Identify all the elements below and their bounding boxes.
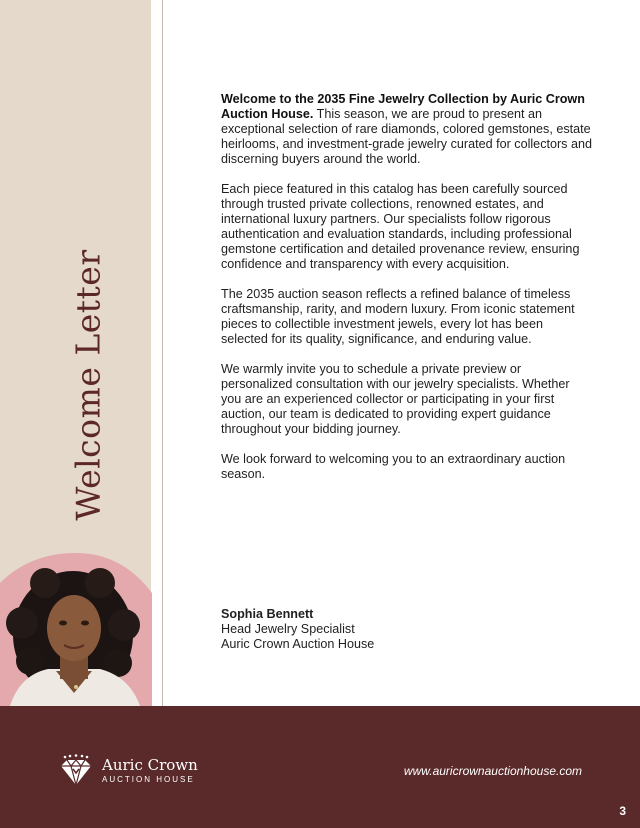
intro-text: This season, we are proud to present an exceptional selection of rare diamonds, colored gemstones, estate heirlooms, and investment-grade jewelry curated for collectors and discerning buyers around the world. [221, 107, 592, 166]
signer-title: Head Jewelry Specialist [221, 622, 355, 636]
company-logo [58, 754, 218, 790]
signature-block [221, 607, 521, 652]
paragraph-closing: We look forward to welcoming you to an extraordinary auction season. [221, 452, 566, 481]
intro-heading: Welcome to the 2035 Fine Jewelry Collection by Auric Crown Auction House. [221, 92, 585, 121]
specialist-photo [0, 553, 152, 706]
letter-body [221, 92, 593, 497]
paragraph-season: The 2035 auction season reflects a refined balance of timeless craftsmanship, rarity, and modern luxury. From iconic statement pieces to collectible investment jewels, every lot has been selected for its quality, significance, and enduring value. [221, 287, 575, 346]
logo-subtitle: AUCTION HOUSE [102, 775, 195, 784]
divider-line [162, 0, 163, 706]
website-link[interactable]: www.auricrownauctionhouse.com [403, 764, 582, 778]
paragraph-sourcing: Each piece featured in this catalog has been carefully sourced through trusted private collections, renowned estates, and international luxury partners. Our specialists follow rigorous authentication and evaluation standards, including professional gemstone certification and detailed provenance review, ensuring confidence and transparency with every acquisition. [221, 182, 580, 271]
paragraph-intro [221, 92, 593, 167]
footer-bar [0, 706, 640, 828]
page-number: 3 [619, 804, 626, 818]
signer-name: Sophia Bennett [221, 607, 314, 621]
logo-name: Auric Crown [102, 756, 198, 774]
signer-organization: Auric Crown Auction House [221, 637, 375, 651]
section-title: Welcome Letter [68, 249, 108, 521]
paragraph-invitation: We warmly invite you to schedule a private preview or personalized consultation with our jewelry specialists. Whether you are an experienced collector or participating in your first auction, our team is dedicated to providing expert guidance throughout your bidding journey. [221, 362, 570, 436]
diamond-crown-icon [58, 754, 94, 788]
